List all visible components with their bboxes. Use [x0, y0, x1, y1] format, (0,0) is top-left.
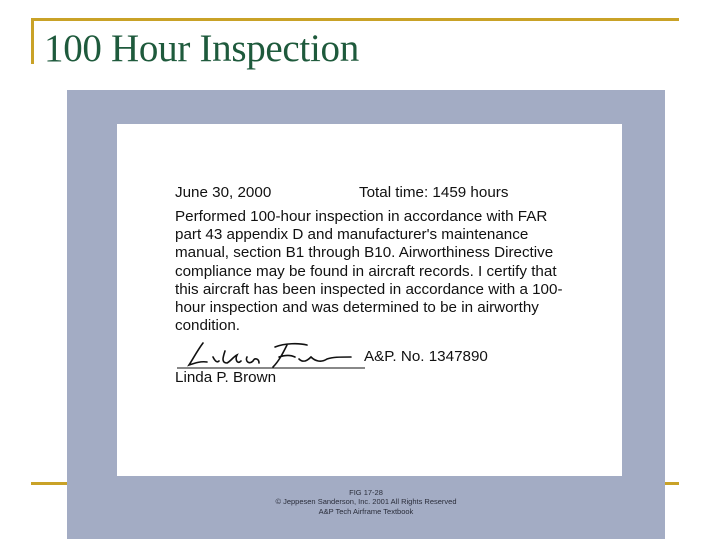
figure-caption [67, 488, 665, 516]
entry-header [175, 184, 575, 208]
copyright-line: © Jeppesen Sanderson, Inc. 2001 All Rights Reserved [275, 497, 457, 507]
printed-name: Linda P. Brown [175, 369, 277, 387]
source-line: A&P Tech Airframe Textbook [318, 506, 414, 516]
ap-certificate-number: A&P. No. 1347890 [364, 348, 488, 366]
total-time: Total time: 1459 hours [359, 184, 509, 201]
handwritten-signature [175, 339, 375, 371]
top-accent-rule [31, 18, 679, 21]
figure-number: FIG 17-28 [349, 488, 383, 497]
figure-frame [67, 90, 665, 539]
slide-title: 100 Hour Inspection [44, 27, 359, 70]
entry-text: Performed 100-hour inspection in accordance with FAR part 43 appendix D and manufacturer's maintenance manual, section B1 through B10. Airworthiness Directive compliance may be found in aircraft records. I certify that this aircraft has been inspected in accordance with a 100-hour inspection and was determined to be in airworthy condition. [175, 208, 563, 335]
signature-row [175, 339, 575, 369]
logbook-entry-card [117, 124, 622, 476]
left-accent-rule [31, 18, 34, 64]
logbook-entry [175, 184, 575, 388]
entry-date: June 30, 2000 [175, 184, 272, 201]
